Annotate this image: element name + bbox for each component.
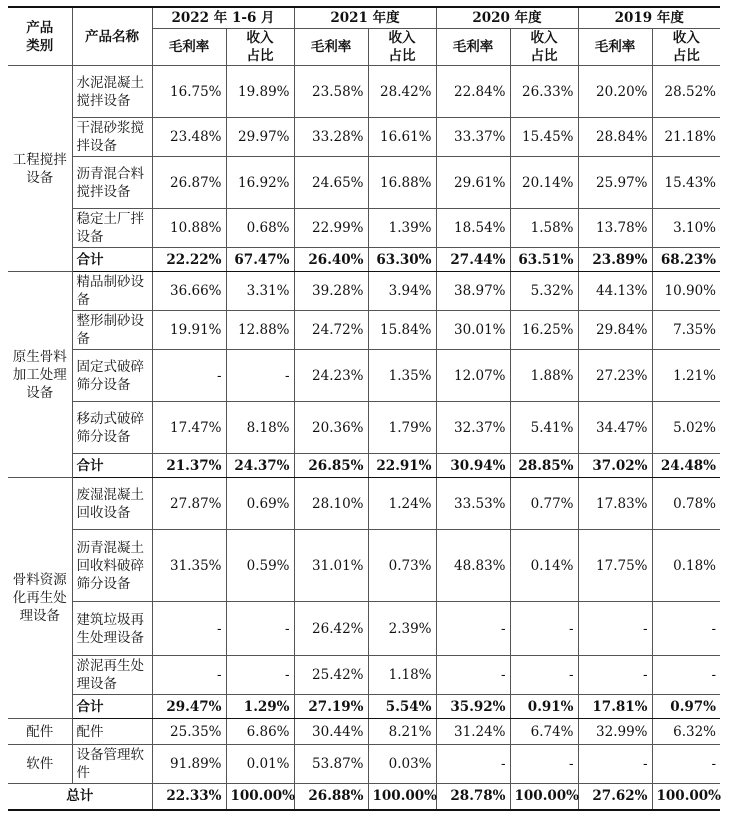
- table-cell-value: 27.23%: [578, 350, 652, 402]
- table-cell-value: -: [652, 745, 720, 784]
- table-cell-value: 100.00%: [368, 784, 436, 810]
- table-cell-value: 0.18%: [652, 530, 720, 602]
- table-cell-value: 0.69%: [226, 478, 294, 530]
- table-cell-value: 63.30%: [368, 248, 436, 272]
- table-cell-value: 33.37%: [436, 118, 510, 157]
- table-cell-value: 5.02%: [652, 402, 720, 454]
- table-body: [8, 66, 720, 810]
- product-name-cell: 配件: [72, 719, 152, 745]
- product-name-cell: 整形制砂设备: [72, 311, 152, 350]
- table-cell-value: 0.91%: [510, 695, 578, 719]
- table-cell-value: 22.99%: [294, 209, 368, 248]
- table-cell-value: 6.86%: [226, 719, 294, 745]
- product-name-cell: 设备管理软件: [72, 745, 152, 784]
- table-cell-value: 37.02%: [578, 454, 652, 478]
- table-cell-value: 0.73%: [368, 530, 436, 602]
- table-cell-value: 3.94%: [368, 272, 436, 311]
- table-cell-value: 27.19%: [294, 695, 368, 719]
- table-cell-value: 91.89%: [152, 745, 226, 784]
- subtotal-row: [8, 454, 720, 478]
- header-gross-margin: 毛利率: [578, 29, 652, 66]
- table-cell-value: 36.66%: [152, 272, 226, 311]
- table-cell-value: 1.58%: [510, 209, 578, 248]
- table-cell-value: 24.23%: [294, 350, 368, 402]
- table-cell-value: 100.00%: [510, 784, 578, 810]
- table-row: [8, 118, 720, 157]
- table-cell-value: 100.00%: [226, 784, 294, 810]
- category-cell: 软件: [8, 745, 72, 784]
- header-category: 产品类别: [8, 7, 72, 66]
- table-cell-value: 30.44%: [294, 719, 368, 745]
- table-cell-value: 0.68%: [226, 209, 294, 248]
- table-cell-value: 31.24%: [436, 719, 510, 745]
- table-cell-value: 23.58%: [294, 66, 368, 118]
- table-cell-value: -: [578, 656, 652, 695]
- header-year-2021: 2021 年度: [294, 7, 436, 29]
- table-cell-value: 0.97%: [652, 695, 720, 719]
- table-cell-value: 22.33%: [152, 784, 226, 810]
- table-cell-value: 33.53%: [436, 478, 510, 530]
- table-cell-value: 16.75%: [152, 66, 226, 118]
- product-name-cell: 干混砂浆搅拌设备: [72, 118, 152, 157]
- table-cell-value: 44.13%: [578, 272, 652, 311]
- header-gross-margin: 毛利率: [436, 29, 510, 66]
- table-cell-value: 30.94%: [436, 454, 510, 478]
- table-cell-value: -: [436, 745, 510, 784]
- header-revenue-share: 收入占比: [226, 29, 294, 66]
- table-cell-value: -: [578, 602, 652, 656]
- header-product: 产品名称: [72, 7, 152, 66]
- table-cell-value: 10.90%: [652, 272, 720, 311]
- category-cell: 骨料资源化再生处理设备: [8, 478, 72, 719]
- table-cell-value: 33.28%: [294, 118, 368, 157]
- table-row: [8, 402, 720, 454]
- table-cell-value: 28.85%: [510, 454, 578, 478]
- table-cell-value: 0.78%: [652, 478, 720, 530]
- table-cell-value: 29.84%: [578, 311, 652, 350]
- table-cell-value: -: [652, 602, 720, 656]
- table-cell-value: 12.88%: [226, 311, 294, 350]
- table-cell-value: 12.07%: [436, 350, 510, 402]
- header-year-2020: 2020 年度: [436, 7, 578, 29]
- table-cell-value: 26.85%: [294, 454, 368, 478]
- table-cell-value: 13.78%: [578, 209, 652, 248]
- table-row: [8, 602, 720, 656]
- table-cell-value: -: [226, 350, 294, 402]
- table-cell-value: 29.97%: [226, 118, 294, 157]
- table-cell-value: 39.28%: [294, 272, 368, 311]
- table-cell-value: 2.39%: [368, 602, 436, 656]
- subtotal-label: 合计: [72, 454, 152, 478]
- table-cell-value: 15.84%: [368, 311, 436, 350]
- table-cell-value: 1.24%: [368, 478, 436, 530]
- product-name-cell: 沥青混凝土回收料破碎筛分设备: [72, 530, 152, 602]
- table-row: [8, 719, 720, 745]
- header-year-2022h1: 2022 年 1-6 月: [152, 7, 294, 29]
- header-revenue-share: 收入占比: [368, 29, 436, 66]
- table-cell-value: 6.32%: [652, 719, 720, 745]
- table-cell-value: 34.47%: [578, 402, 652, 454]
- table-cell-value: 23.89%: [578, 248, 652, 272]
- table-cell-value: 19.91%: [152, 311, 226, 350]
- table-cell-value: 17.83%: [578, 478, 652, 530]
- table-cell-value: 28.52%: [652, 66, 720, 118]
- header-year-2019: 2019 年度: [578, 7, 720, 29]
- table-cell-value: 3.10%: [652, 209, 720, 248]
- product-name-cell: 固定式破碎筛分设备: [72, 350, 152, 402]
- table-cell-value: 8.21%: [368, 719, 436, 745]
- table-cell-value: 20.20%: [578, 66, 652, 118]
- table-cell-value: -: [510, 602, 578, 656]
- table-cell-value: 68.23%: [652, 248, 720, 272]
- table-cell-value: -: [652, 656, 720, 695]
- header-revenue-share: 收入占比: [652, 29, 720, 66]
- table-cell-value: 1.79%: [368, 402, 436, 454]
- table-cell-value: 1.39%: [368, 209, 436, 248]
- table-cell-value: 18.54%: [436, 209, 510, 248]
- table-header: [8, 7, 720, 66]
- table-cell-value: 1.35%: [368, 350, 436, 402]
- table-cell-value: 38.97%: [436, 272, 510, 311]
- table-cell-value: 29.61%: [436, 157, 510, 209]
- table-cell-value: 25.42%: [294, 656, 368, 695]
- table-cell-value: 31.35%: [152, 530, 226, 602]
- table-cell-value: 23.48%: [152, 118, 226, 157]
- table-cell-value: 16.61%: [368, 118, 436, 157]
- table-cell-value: 0.77%: [510, 478, 578, 530]
- table-cell-value: -: [510, 656, 578, 695]
- table-cell-value: 29.47%: [152, 695, 226, 719]
- subtotal-row: [8, 695, 720, 719]
- table-cell-value: 5.54%: [368, 695, 436, 719]
- table-row: [8, 157, 720, 209]
- table-row: [8, 311, 720, 350]
- table-cell-value: 32.99%: [578, 719, 652, 745]
- table-cell-value: 1.18%: [368, 656, 436, 695]
- subtotal-row: [8, 248, 720, 272]
- product-name-cell: 建筑垃圾再生处理设备: [72, 602, 152, 656]
- header-gross-margin: 毛利率: [152, 29, 226, 66]
- table-cell-value: 21.18%: [652, 118, 720, 157]
- table-cell-value: 0.59%: [226, 530, 294, 602]
- table-cell-value: 26.40%: [294, 248, 368, 272]
- table-cell-value: 16.88%: [368, 157, 436, 209]
- table-cell-value: 26.88%: [294, 784, 368, 810]
- table-cell-value: 100.00%: [652, 784, 720, 810]
- table-cell-value: 22.84%: [436, 66, 510, 118]
- table-cell-value: 10.88%: [152, 209, 226, 248]
- table-cell-value: 22.91%: [368, 454, 436, 478]
- table-cell-value: 1.29%: [226, 695, 294, 719]
- product-name-cell: 精品制砂设备: [72, 272, 152, 311]
- table-cell-value: 17.81%: [578, 695, 652, 719]
- table-cell-value: 26.42%: [294, 602, 368, 656]
- table-cell-value: 8.18%: [226, 402, 294, 454]
- product-name-cell: 淤泥再生处理设备: [72, 656, 152, 695]
- table-row: [8, 478, 720, 530]
- table-cell-value: 20.14%: [510, 157, 578, 209]
- table-cell-value: 5.32%: [510, 272, 578, 311]
- grand-total-row: [8, 784, 720, 810]
- table-cell-value: 28.42%: [368, 66, 436, 118]
- table-cell-value: 25.35%: [152, 719, 226, 745]
- table-cell-value: 21.37%: [152, 454, 226, 478]
- table-cell-value: 1.21%: [652, 350, 720, 402]
- subtotal-label: 合计: [72, 248, 152, 272]
- table-cell-value: 67.47%: [226, 248, 294, 272]
- table-cell-value: -: [436, 656, 510, 695]
- table-row: [8, 530, 720, 602]
- table-row: [8, 209, 720, 248]
- table-cell-value: 24.65%: [294, 157, 368, 209]
- table-cell-value: -: [152, 656, 226, 695]
- table-cell-value: 27.87%: [152, 478, 226, 530]
- category-cell: 原生骨料加工处理设备: [8, 272, 72, 478]
- table-cell-value: 15.43%: [652, 157, 720, 209]
- table-cell-value: 0.01%: [226, 745, 294, 784]
- table-cell-value: 15.45%: [510, 118, 578, 157]
- product-name-cell: 稳定土厂拌设备: [72, 209, 152, 248]
- table-cell-value: 30.01%: [436, 311, 510, 350]
- grand-total-label: 总计: [8, 784, 152, 810]
- table-cell-value: 17.75%: [578, 530, 652, 602]
- table-row: [8, 66, 720, 118]
- table-cell-value: 24.37%: [226, 454, 294, 478]
- table-row: [8, 272, 720, 311]
- category-cell: 配件: [8, 719, 72, 745]
- table-cell-value: 24.48%: [652, 454, 720, 478]
- table-cell-value: 26.87%: [152, 157, 226, 209]
- table-cell-value: 20.36%: [294, 402, 368, 454]
- table-cell-value: 19.89%: [226, 66, 294, 118]
- table-cell-value: 48.83%: [436, 530, 510, 602]
- table-cell-value: 0.03%: [368, 745, 436, 784]
- table-cell-value: 28.84%: [578, 118, 652, 157]
- table-cell-value: 27.44%: [436, 248, 510, 272]
- table-cell-value: -: [226, 656, 294, 695]
- table-cell-value: 17.47%: [152, 402, 226, 454]
- table-cell-value: -: [226, 602, 294, 656]
- table-cell-value: -: [578, 745, 652, 784]
- product-name-cell: 沥青混合料搅拌设备: [72, 157, 152, 209]
- product-name-cell: 废湿混凝土回收设备: [72, 478, 152, 530]
- table-cell-value: 24.72%: [294, 311, 368, 350]
- table-cell-value: 32.37%: [436, 402, 510, 454]
- header-revenue-share: 收入占比: [510, 29, 578, 66]
- table-cell-value: 16.92%: [226, 157, 294, 209]
- product-name-cell: 移动式破碎筛分设备: [72, 402, 152, 454]
- table-cell-value: 3.31%: [226, 272, 294, 311]
- table-cell-value: -: [510, 745, 578, 784]
- table-cell-value: -: [436, 602, 510, 656]
- table-cell-value: 28.10%: [294, 478, 368, 530]
- gross-margin-table: [8, 6, 720, 811]
- table-cell-value: 16.25%: [510, 311, 578, 350]
- table-cell-value: 53.87%: [294, 745, 368, 784]
- table-cell-value: 27.62%: [578, 784, 652, 810]
- table-cell-value: 22.22%: [152, 248, 226, 272]
- header-gross-margin: 毛利率: [294, 29, 368, 66]
- table-cell-value: 7.35%: [652, 311, 720, 350]
- table-cell-value: 6.74%: [510, 719, 578, 745]
- table-cell-value: 0.14%: [510, 530, 578, 602]
- table-cell-value: -: [152, 350, 226, 402]
- subtotal-label: 合计: [72, 695, 152, 719]
- table-cell-value: 35.92%: [436, 695, 510, 719]
- category-cell: 工程搅拌设备: [8, 66, 72, 272]
- table-row: [8, 350, 720, 402]
- table-cell-value: 26.33%: [510, 66, 578, 118]
- table-cell-value: -: [152, 602, 226, 656]
- table-cell-value: 25.97%: [578, 157, 652, 209]
- table-cell-value: 31.01%: [294, 530, 368, 602]
- table-cell-value: 28.78%: [436, 784, 510, 810]
- table-cell-value: 5.41%: [510, 402, 578, 454]
- table-row: [8, 745, 720, 784]
- table-cell-value: 1.88%: [510, 350, 578, 402]
- table-row: [8, 656, 720, 695]
- table-cell-value: 63.51%: [510, 248, 578, 272]
- product-name-cell: 水泥混凝土搅拌设备: [72, 66, 152, 118]
